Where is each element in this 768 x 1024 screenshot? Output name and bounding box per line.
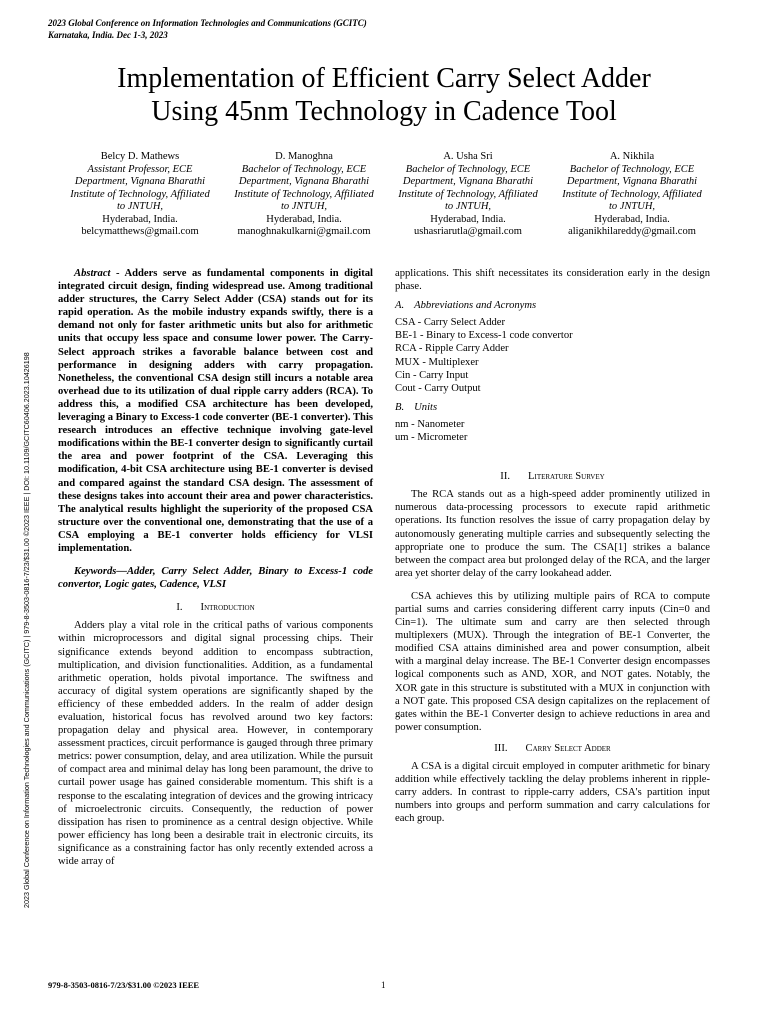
author-inst: Institute of Technology, Affiliated (70, 188, 210, 200)
literature-paragraph-1: The RCA stands out as a high-speed adder prominently utilized in numerous data-processing processors to execute rapid arithmetic operations. Its function resolves the issue of carry propagation delay by autonomously generating multiple carries and subsequently selecting the appropriate one to produce the sum. The CSA[1] strikes a balance between the compact area but prolonged delay of the RCA, and the larger area yet shorter delay of the carry lookahead adder. (395, 489, 710, 579)
section-number: I. (176, 602, 183, 614)
author-role: Bachelor of Technology, ECE (405, 163, 531, 175)
keywords: Keywords—Adder, Carry Select Adder, Binary to Excess-1 code convertor, Logic gates, Cadence, VLSI (58, 566, 373, 591)
author-inst-2: to JNTUH, (444, 201, 492, 212)
author-city: Hyderabad, India. (266, 213, 342, 225)
section-heading-carry-select-adder (395, 742, 710, 755)
author-role: Assistant Professor, ECE (87, 163, 193, 175)
intro-continuation: applications. This shift necessitates its consideration early in the design phase. (395, 268, 710, 293)
author-inst-2: to JNTUH, (608, 201, 656, 212)
footer-copyright: 979-8-3503-0816-7/23/$31.00 ©2023 IEEE (48, 980, 200, 990)
section-number: II. (500, 471, 511, 483)
abstract-label: Abstract (74, 268, 111, 279)
abbreviation-list (395, 316, 710, 395)
list-item: nm - Nanometer (395, 418, 465, 430)
author-dept: Department, Vignana Bharathi (402, 176, 534, 187)
author-role: Bachelor of Technology, ECE (569, 163, 695, 175)
list-item: CSA - Carry Select Adder (395, 317, 506, 329)
page-number: 1 (381, 980, 386, 990)
author-city: Hyderabad, India. (430, 213, 506, 225)
section-title: Carry Select Adder (525, 742, 611, 754)
author-dept: Department, Vignana Bharathi (566, 176, 698, 187)
conference-header (48, 17, 367, 41)
list-item: Cin - Carry Input (395, 369, 469, 381)
section-heading-introduction (58, 601, 373, 614)
subsection-units (395, 401, 710, 414)
subsection-abbreviations (395, 299, 710, 312)
csa-paragraph: A CSA is a digital circuit employed in computer arithmetic for binary addition while effectively tackling the delay problems inherent in ripple-carry adders. In contrast to ripple-carry adders, CSA's partition input numbers into groups and perform summation and carry calculations for each group. (395, 761, 710, 825)
author-email[interactable]: manoghnakulkarni@gmail.com (237, 226, 371, 237)
paper-title (40, 62, 728, 128)
left-column (58, 267, 373, 874)
author-inst-2: to JNTUH, (116, 201, 164, 212)
abstract (58, 267, 373, 555)
author-3 (388, 151, 548, 239)
conference-location: Karnataka, India. Dec 1-3, 2023 (48, 30, 168, 40)
author-name: A. Usha Sri (443, 151, 493, 162)
sidebar-doi-text: 2023 Global Conference on Information Technologies and Communications (GCITC) | 979-8-3503-0816-7/23/$31.00 ©2023 IEEE | DOI: 10.1109/GCITC60406.2023.10426198 (22, 352, 31, 908)
subsection-number: A. (395, 300, 405, 312)
author-city: Hyderabad, India. (594, 213, 670, 225)
intro-paragraph: Adders play a vital role in the critical paths of various components within microprocessors and digital signal processing chips. Their significance extends beyond addition to encompass subtraction, multiplication, and division functionalities. Addition, as a fundamental arithmetic operation, holds pivotal importance. The swiftness and accuracy of digital system operations are significantly shaped by the efficiency of these embedded adders. In the realm of adder design evaluation, historical focus has revolved around two key factors: propagation delay and physical area. However, in contemporary assessment practices, circuit performance is gauged through three primary metrics: power consumption, delay, and area utilization. While the pursuit of compact area and minimal delay has long been paramount, the drive to curtail power usage has gained considerable momentum. This shift is a response to the escalating integration of devices and the growing intricacy of microelectronic circuits. Consequently, the reduction of power dissipation has risen to prominence as a central design objective. While power efficiency has long been a desirable trait in electronic circuits, its significance as a constraining factor has only recently extended across a wide array of (58, 620, 373, 868)
author-name: D. Manoghna (275, 151, 333, 162)
list-item: BE-1 - Binary to Excess-1 code convertor (395, 330, 573, 342)
list-item: RCA - Ripple Carry Adder (395, 343, 509, 355)
author-4 (552, 151, 712, 239)
author-dept: Department, Vignana Bharathi (238, 176, 370, 187)
units-list (395, 418, 710, 444)
title-line-1: Implementation of Efficient Carry Select Adder (117, 63, 651, 94)
subsection-title: Abbreviations and Acronyms (414, 300, 537, 312)
section-title: Literature Survey (528, 471, 605, 483)
list-item: um - Micrometer (395, 432, 468, 444)
author-inst: Institute of Technology, Affiliated (562, 188, 702, 200)
section-heading-literature-survey (395, 470, 710, 483)
abstract-text: - Adders serve as fundamental components in digital integrated circuit design, finding widespread use. Among traditional adder structures, the Carry Select Adder (CSA) stands out for its rapid operation. As the mobile industry expands swiftly, there is a demand not only for faster arithmetic units but also for arithmetic units that occupy less space and consume lower power. The Carry-Select approach strikes a favorable balance between cost and performance in designing adders with carry propagation. Nonetheless, the conventional CSA design still incurs a notable area overhead due to its utilization of dual ripple carry adders (RCA). To address this, a modified CSA architecture has been developed, leveraging a Binary to Excess-1 code converter (BE-1 converter). This research introduces an effective technique involving gate-level modifications within the BE-1 converter design to significantly curtail the area and power footprint of the CSA. Leveraging this modification, 4-bit CSA architecture using BE-1 converter is devised and compared against the standard CSA design. The assessment of these designs takes into account their area and power characteristics. The analytical results highlight the superiority of the proposed CSA structure over the conventional one, demonstrating that the use of a CSA employing a BE-1 converter holds efficiency for VLSI implementation. (58, 268, 374, 554)
subsection-number: B. (395, 401, 405, 413)
right-column (395, 267, 710, 831)
section-title: Introduction (200, 602, 255, 614)
author-inst-2: to JNTUH, (280, 201, 328, 212)
author-block (60, 151, 712, 239)
author-email[interactable]: aliganikhilareddy@gmail.com (568, 226, 696, 237)
author-role: Bachelor of Technology, ECE (241, 163, 367, 175)
author-email[interactable]: ushasriarutla@gmail.com (414, 226, 522, 237)
list-item: Cout - Carry Output (395, 382, 481, 394)
literature-paragraph-2: CSA achieves this by utilizing multiple pairs of RCA to compute partial sums and carries considering different carry inputs (Cin=0 and Cin=1). The ultimate sum and carry are then selected through multiplexers (MUX). Through the integration of BE-1 Converter, the modified CSA attains diminished area and power consumption, albeit with a marginal delay increase. The BE-1 Converter design encompasses logical components such as AND, XOR, and NOT gates. Notably, the XOR gate in this structure is substituted with a MUX in conjunction with a NOT gate. This proposed CSA design capitalizes on the replacement of gates within the BE-1 Converter design to achieve reductions in area and power consumption. (395, 590, 710, 733)
author-name: A. Nikhila (609, 151, 655, 162)
author-dept: Department, Vignana Bharathi (74, 176, 206, 187)
author-2 (224, 151, 384, 239)
author-inst: Institute of Technology, Affiliated (398, 188, 538, 200)
author-1 (60, 151, 220, 239)
author-city: Hyderabad, India. (102, 213, 178, 225)
author-email[interactable]: belcymatthews@gmail.com (81, 226, 199, 237)
title-line-2: Using 45nm Technology in Cadence Tool (151, 96, 617, 127)
conference-name: 2023 Global Conference on Information Technologies and Communications (GCITC) (48, 18, 367, 28)
list-item: MUX - Multiplexer (395, 356, 479, 368)
author-name: Belcy D. Mathews (100, 151, 180, 162)
author-inst: Institute of Technology, Affiliated (234, 188, 374, 200)
section-number: III. (494, 742, 508, 754)
subsection-title: Units (414, 401, 438, 413)
